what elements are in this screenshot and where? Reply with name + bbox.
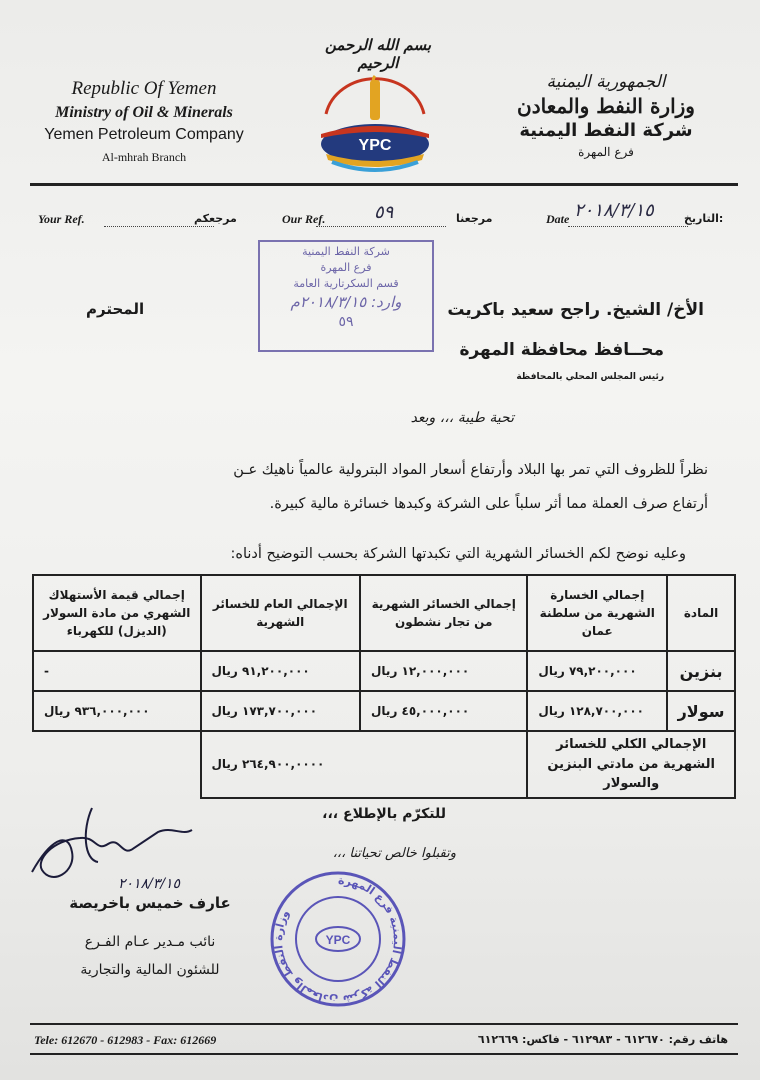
- stamp-center-text: YPC: [325, 933, 351, 947]
- closing-line-1: للتكرّم بالإطلاع ،،،: [322, 806, 446, 822]
- our-ref-value: ٥٩: [374, 202, 394, 223]
- total-value-cell: ٢٦٤,٩٠٠,٠٠٠٠ ريال: [201, 731, 528, 798]
- table-cell: ٧٩,٢٠٠,٠٠٠ ريال: [527, 651, 667, 691]
- table-header: المادة: [667, 575, 735, 651]
- basmala-calligraphy: بسم الله الرحمن الرحيم: [324, 36, 432, 72]
- signatory-title-2: للشئون المالية والتجارية: [80, 962, 220, 978]
- footer-contact-ar: هاتف رقم: ٦١٢٦٧٠ - ٦١٢٩٨٣ - فاكس: ٦١٢٦٦٩: [477, 1033, 728, 1046]
- footer: [34, 1031, 728, 1051]
- received-stamp: [258, 240, 434, 352]
- ypc-logo: [312, 74, 438, 178]
- date-label-en: Date: [546, 212, 570, 226]
- table-row: [33, 691, 735, 731]
- stamp-date: وارد: ٢٠١٨/٣/١٥م: [290, 293, 402, 311]
- table-cell: سولار: [667, 691, 735, 731]
- our-ref-label-en: Our Ref.: [282, 212, 326, 226]
- footer-contact-en: Tele: 612670 - 612983 - Fax: 612669: [34, 1033, 217, 1047]
- addressee-role: محــافظ محافظة المهرة: [459, 340, 664, 360]
- table-row: [33, 651, 735, 691]
- our-ref-label-ar: مرجعنا: [456, 212, 493, 225]
- greeting: تحية طيبة ،،، وبعد: [410, 410, 514, 426]
- table-cell: ١٢٨,٧٠٠,٠٠٠ ريال: [527, 691, 667, 731]
- table-header: الإجمالي العام للخسائر الشهرية: [201, 575, 361, 651]
- ar-country: الجمهورية اليمنية: [546, 72, 666, 92]
- stamp-line: فرع المهرة: [320, 261, 372, 274]
- table-header-row: [33, 575, 735, 651]
- addressee-title: الأخ/ الشيخ. راجح سعيد باكريت: [447, 300, 704, 320]
- addressee-subrole: رئيس المجلس المحلي بالمحافظة: [516, 372, 664, 382]
- header-rule: [30, 183, 738, 186]
- your-ref-label-ar: مرجعكم: [194, 212, 237, 225]
- english-letterhead: [34, 78, 254, 165]
- footer-rule-top: [30, 1023, 738, 1025]
- en-branch: Al-mhrah Branch: [101, 150, 187, 164]
- stamp-line: قسم السكرتارية العامة: [293, 277, 399, 290]
- official-round-stamp: [268, 870, 408, 1008]
- ar-company: شركة النفط اليمنية: [519, 120, 693, 141]
- en-company: Yemen Petroleum Company: [44, 126, 244, 143]
- table-cell: بنزين: [667, 651, 735, 691]
- body-paragraph-1-line-1: نظراً للظروف التي تمر بها البلاد وأرتفاع أسعار المواد البترولية عالمياً ناهيك عـن: [233, 462, 708, 478]
- table-cell: ٩١,٢٠٠,٠٠٠ ريال: [201, 651, 361, 691]
- empty-cell: [33, 731, 201, 798]
- body-paragraph-2: وعليه نوضح لكم الخسائر الشهرية التي تكبدتها الشركة بحسب التوضيح أدناه:: [230, 546, 686, 562]
- total-label-cell: الإجمالي الكلي للخسائر الشهرية من مادتي البنزين والسولار: [527, 731, 735, 798]
- date-value: ٢٠١٨/٣/١٥: [574, 200, 654, 221]
- our-ref-line: [316, 226, 446, 227]
- table-cell: ٩٣٦,٠٠٠,٠٠٠ ريال: [33, 691, 201, 731]
- closing-line-2: وتقبلوا خالص تحياتنا ،،،: [332, 846, 456, 861]
- footer-rule-bottom: [30, 1053, 738, 1055]
- stamp-ring-text: وزارة النفط والمعادن شركة النفط اليمنية فرع المهرة: [271, 873, 405, 1007]
- ar-branch: فرع المهرة: [578, 145, 634, 159]
- table-total-row: [33, 731, 735, 798]
- signatory-name: عارف خميس باخريصة: [69, 894, 231, 912]
- your-ref-line: [104, 226, 214, 227]
- arabic-letterhead: [496, 72, 716, 159]
- signature-date: ٢٠١٨/٣/١٥: [118, 876, 181, 892]
- date-label-ar: التاريخ:: [684, 212, 724, 225]
- date-line: [568, 226, 688, 227]
- table-header: إجمالي قيمة الأستهلاك الشهري من مادة السولار (الديزل) للكهرباء: [33, 575, 201, 651]
- stamp-line: شركة النفط اليمنية: [302, 245, 390, 258]
- table-cell: ١٧٣,٧٠٠,٠٠٠ ريال: [201, 691, 361, 731]
- addressee-honorific: المحترم: [86, 300, 145, 318]
- table-header: إجمالي الخسائر الشهرية من تجار نشطون: [360, 575, 527, 651]
- table-cell: ٤٥,٠٠٠,٠٠٠ ريال: [360, 691, 527, 731]
- signatory-title-1: نائب مـدير عـام الفـرع: [84, 934, 216, 950]
- table-header: إجمالي الخسارة الشهرية من سلطنة عمان: [527, 575, 667, 651]
- en-ministry: Ministry of Oil & Minerals: [55, 104, 233, 121]
- ar-ministry: وزارة النفط والمعادن: [517, 94, 695, 118]
- table-cell: -: [33, 651, 201, 691]
- en-country: Republic Of Yemen: [71, 78, 217, 99]
- logo-text: YPC: [358, 137, 392, 154]
- stamp-number: ٥٩: [338, 314, 354, 330]
- your-ref-label-en: Your Ref.: [38, 212, 85, 226]
- losses-table: [32, 574, 736, 799]
- reference-row: [34, 200, 734, 232]
- body-paragraph-1-line-2: أرتفاع صرف العملة مما أثر سلباً على الشركة وكبدها خسائرة مالية كبيرة.: [269, 496, 708, 512]
- table-cell: ١٢,٠٠٠,٠٠٠ ريال: [360, 651, 527, 691]
